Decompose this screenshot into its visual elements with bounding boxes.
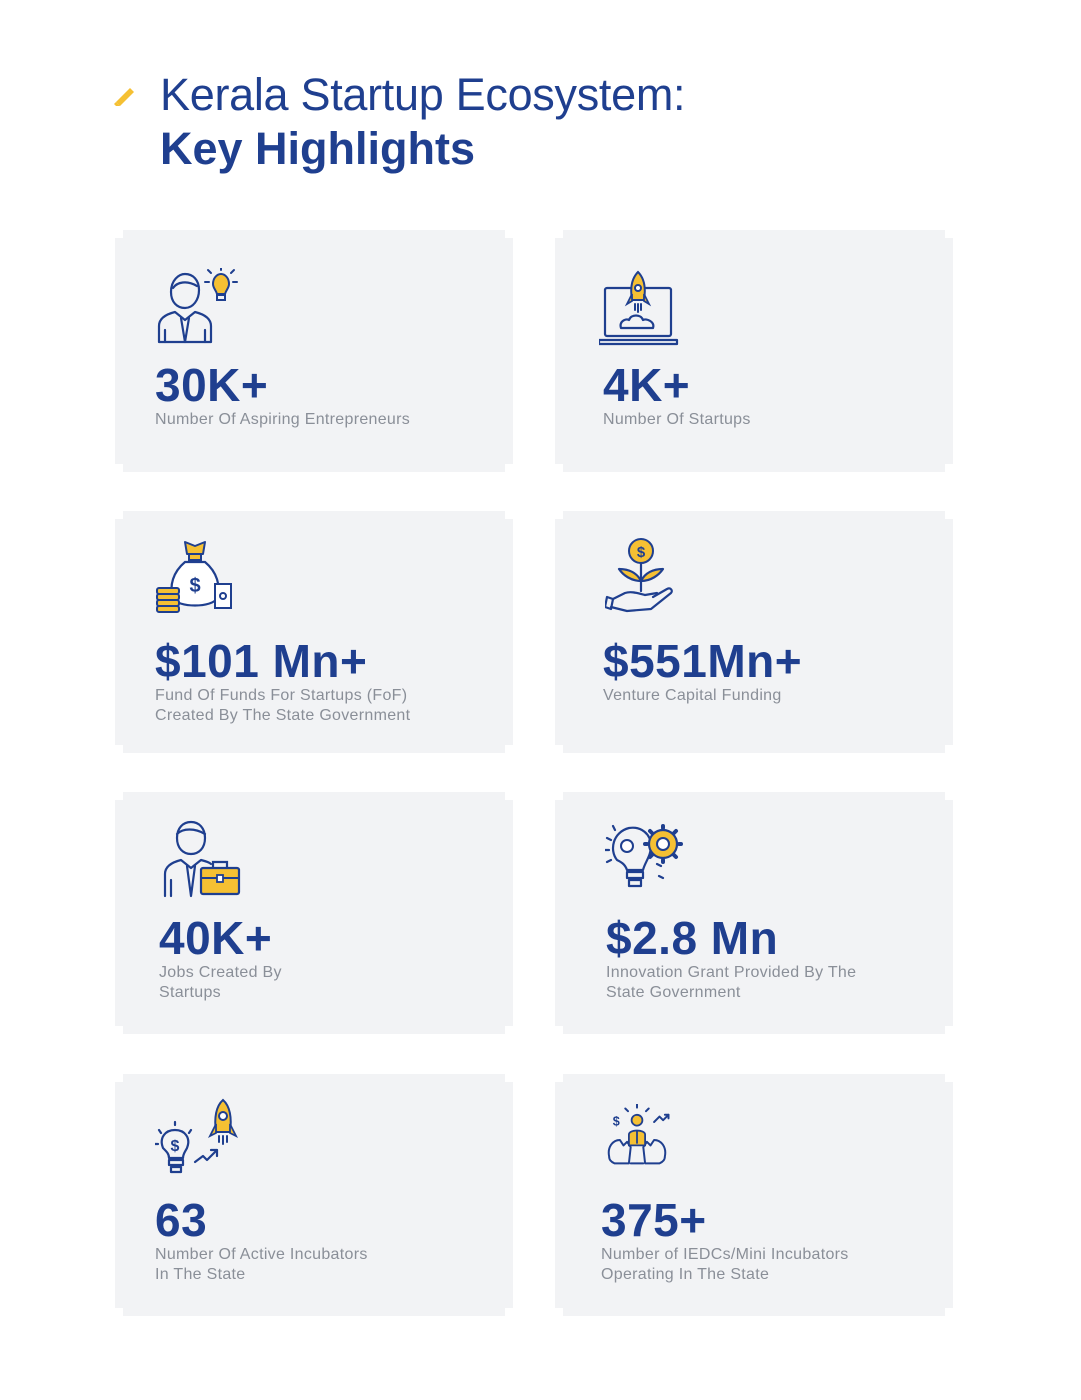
- stat-description-line-1: Jobs Created By: [159, 964, 282, 981]
- hatching-entrepreneur-icon: [601, 1104, 691, 1176]
- stat-description-line-1: Number Of Active Incubators: [155, 1246, 368, 1263]
- stat-description-line-2: In The State: [155, 1266, 246, 1283]
- bulb-gear-icon: [605, 820, 695, 900]
- highlight-card-startups: [555, 230, 953, 472]
- stat-description: [155, 686, 485, 726]
- stat-description-line-2: Created By The State Government: [155, 707, 411, 724]
- stat-value: 63: [155, 1194, 208, 1246]
- businessman-briefcase-icon: [161, 820, 251, 900]
- svg-text:$: $: [636, 544, 646, 561]
- svg-text:$: $: [170, 1138, 180, 1155]
- stat-description-line-1: Innovation Grant Provided By The: [606, 964, 857, 981]
- highlight-card-entrepreneurs: [115, 230, 513, 472]
- stat-value: $551Mn+: [603, 635, 803, 687]
- money-bag-icon: [155, 533, 245, 619]
- stat-description-line-1: Number of IEDCs/Mini Incubators: [601, 1246, 849, 1263]
- stat-value: $2.8 Mn: [606, 912, 779, 964]
- svg-text:$: $: [189, 575, 201, 597]
- highlight-card-venture-capital: [555, 511, 953, 753]
- stat-description-line-1: Venture Capital Funding: [603, 687, 782, 704]
- bulb-rocket-icon: [155, 1094, 245, 1182]
- stat-description: [155, 410, 485, 430]
- stat-description-line-2: Operating In The State: [601, 1266, 770, 1283]
- highlight-card-iedcs: [555, 1074, 953, 1316]
- title-line-2: Key Highlights: [160, 123, 476, 174]
- stat-description: [603, 686, 933, 706]
- stat-description-line-2: State Government: [606, 984, 741, 1001]
- stat-value: 40K+: [159, 912, 273, 964]
- highlight-card-incubators: [115, 1074, 513, 1316]
- stat-value: $101 Mn+: [155, 635, 368, 687]
- hand-plant-dollar-icon: [605, 535, 695, 619]
- stat-description-line-1: Number Of Aspiring Entrepreneurs: [155, 411, 411, 428]
- svg-text:$: $: [612, 1114, 620, 1129]
- stat-value: 30K+: [155, 359, 269, 411]
- pencil-icon: [112, 80, 138, 106]
- stat-description: [606, 963, 936, 1003]
- highlight-card-innovation-grant: [555, 792, 953, 1034]
- laptop-rocket-icon: [599, 268, 689, 348]
- entrepreneur-idea-icon: [155, 268, 245, 348]
- stat-description: [159, 963, 489, 1003]
- stat-description: [155, 1245, 485, 1285]
- stat-description-line-1: Number Of Startups: [603, 411, 751, 428]
- stat-value: 4K+: [603, 359, 691, 411]
- title-line-1: Kerala Startup Ecosystem:: [160, 69, 686, 120]
- stat-value: 375+: [601, 1194, 707, 1246]
- stat-description-line-2: Startups: [159, 984, 221, 1001]
- highlight-card-fund-of-funds: [115, 511, 513, 753]
- page-title: [160, 68, 685, 176]
- highlight-card-jobs: [115, 792, 513, 1034]
- stat-description: [601, 1245, 931, 1285]
- stat-description: [603, 410, 933, 430]
- stat-description-line-1: Fund Of Funds For Startups (FoF): [155, 687, 408, 704]
